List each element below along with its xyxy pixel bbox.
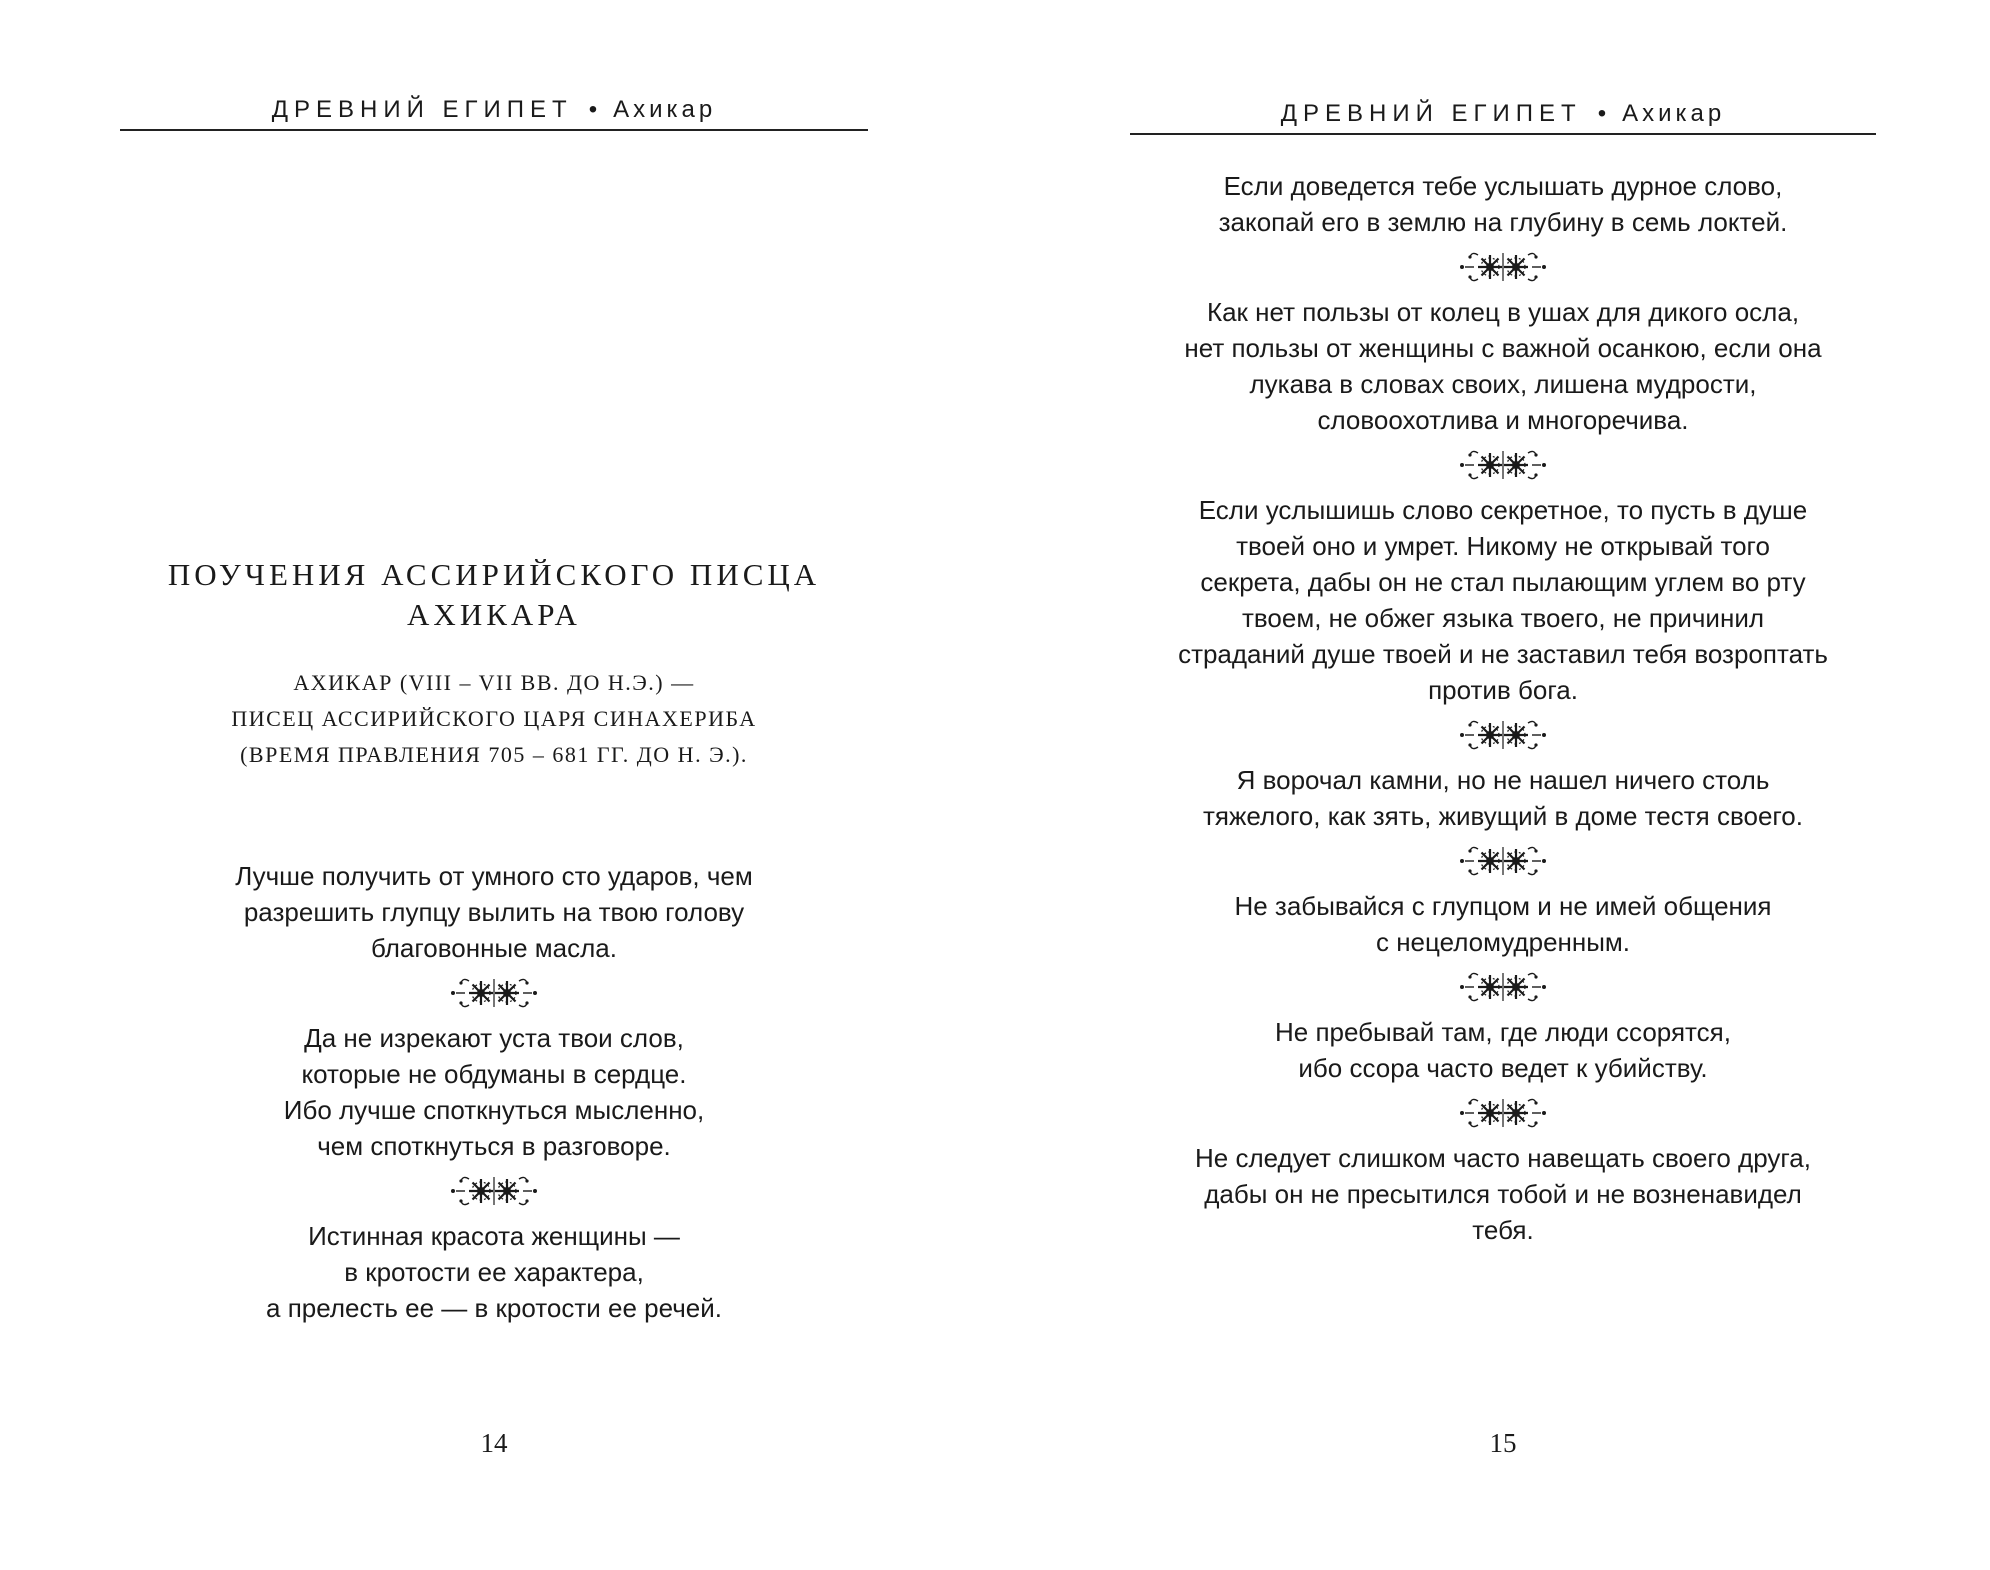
floral-fleuron-icon bbox=[1458, 1093, 1548, 1133]
saying bbox=[120, 858, 868, 966]
saying-line: словоохотлива и многоречива. bbox=[1317, 405, 1689, 435]
floral-fleuron-icon bbox=[1458, 841, 1548, 881]
chapter-title bbox=[120, 555, 868, 635]
ornament-divider bbox=[120, 966, 868, 1020]
floral-fleuron-icon bbox=[449, 973, 539, 1013]
saying-line: Истинная красота женщины — bbox=[308, 1221, 680, 1251]
saying-line: твоей оно и умрет. Никому не открывай того bbox=[1236, 531, 1770, 561]
running-head-section: Ахикар bbox=[1622, 100, 1726, 127]
page-number: 15 bbox=[1489, 1428, 1517, 1458]
saying-line: Если услышишь слово секретное, то пусть в душе bbox=[1198, 495, 1808, 525]
running-head bbox=[1130, 100, 1876, 130]
header-rule bbox=[1130, 133, 1876, 135]
right-page bbox=[1130, 0, 1876, 1570]
saying bbox=[120, 1218, 868, 1326]
epigraph-line: ПИСЕЦ АССИРИЙСКОГО ЦАРЯ СИНАХЕРИБА bbox=[231, 706, 757, 731]
saying-line: Не забывайся с глупцом и не имей общения bbox=[1234, 891, 1772, 921]
ornament-divider bbox=[1130, 1086, 1876, 1140]
saying-line: чем споткнуться в разговоре. bbox=[317, 1131, 671, 1161]
epigraph-line: (ВРЕМЯ ПРАВЛЕНИЯ 705 – 681 ГГ. ДО Н. Э.). bbox=[240, 742, 748, 767]
page-number: 14 bbox=[480, 1428, 508, 1458]
saying-line: лукава в словах своих, лишена мудрости, bbox=[1249, 369, 1757, 399]
saying-line: Лучше получить от умного сто ударов, чем bbox=[235, 861, 753, 891]
saying bbox=[1130, 1140, 1876, 1248]
saying-line: ибо ссора часто ведет к убийству. bbox=[1298, 1053, 1708, 1083]
saying bbox=[1130, 492, 1876, 708]
chapter-heading bbox=[120, 555, 868, 773]
saying-line: Я ворочал камни, но не нашел ничего столь bbox=[1236, 765, 1770, 795]
saying-line: Ибо лучше споткнуться мысленно, bbox=[283, 1095, 705, 1125]
epigraph bbox=[120, 665, 868, 773]
saying-line: твоем, не обжег языка твоего, не причинил bbox=[1241, 603, 1765, 633]
saying-line: Не следует слишком часто навещать своего друга, bbox=[1195, 1143, 1811, 1173]
running-head-section: Ахикар bbox=[613, 96, 717, 123]
saying-line: страданий душе твоей и не заставил тебя возроптать bbox=[1178, 639, 1828, 669]
running-head-separator: • bbox=[588, 96, 598, 123]
saying bbox=[1130, 888, 1876, 960]
saying bbox=[1130, 168, 1876, 240]
saying-line: нет пользы от женщины с важной осанкою, если она bbox=[1184, 333, 1822, 363]
saying-line: дабы он не пресытился тобой и не возненавидел bbox=[1204, 1179, 1802, 1209]
saying-line: Да не изрекают уста твои слов, bbox=[304, 1023, 684, 1053]
floral-fleuron-icon bbox=[1458, 445, 1548, 485]
ornament-divider bbox=[1130, 960, 1876, 1014]
floral-fleuron-icon bbox=[1458, 967, 1548, 1007]
running-head-book: ДРЕВНИЙ ЕГИПЕТ bbox=[271, 96, 573, 123]
left-page bbox=[120, 0, 868, 1570]
saying-line: а прелесть ее — в кротости ее речей. bbox=[266, 1293, 722, 1323]
ornament-divider bbox=[120, 1164, 868, 1218]
epigraph-line: АХИКАР (VIII – VII ВВ. ДО Н.Э.) — bbox=[293, 670, 695, 695]
saying-line: закопай его в землю на глубину в семь локтей. bbox=[1218, 207, 1788, 237]
ornament-divider bbox=[1130, 438, 1876, 492]
header-rule bbox=[120, 129, 868, 131]
saying-line: тяжелого, как зять, живущий в доме тестя своего. bbox=[1203, 801, 1803, 831]
saying-line: Если доведется тебе услышать дурное слово, bbox=[1223, 171, 1783, 201]
running-head-book: ДРЕВНИЙ ЕГИПЕТ bbox=[1280, 100, 1582, 127]
saying-line: тебя. bbox=[1472, 1215, 1534, 1245]
saying bbox=[1130, 1014, 1876, 1086]
chapter-title-line: АХИКАРА bbox=[407, 597, 581, 632]
saying bbox=[1130, 294, 1876, 438]
saying-line: против бога. bbox=[1428, 675, 1578, 705]
saying-line: секрета, дабы он не стал пылающим углем во рту bbox=[1200, 567, 1806, 597]
floral-fleuron-icon bbox=[449, 1171, 539, 1211]
ornament-divider bbox=[1130, 708, 1876, 762]
sayings-list bbox=[120, 858, 868, 1326]
saying bbox=[1130, 762, 1876, 834]
saying-line: Как нет пользы от колец в ушах для дикого осла, bbox=[1206, 297, 1800, 327]
saying-line: которые не обдуманы в сердце. bbox=[301, 1059, 687, 1089]
floral-fleuron-icon bbox=[1458, 715, 1548, 755]
running-head bbox=[120, 96, 868, 126]
sayings-list bbox=[1130, 168, 1876, 1248]
saying-line: Не пребывай там, где люди ссорятся, bbox=[1275, 1017, 1731, 1047]
running-head-separator: • bbox=[1597, 100, 1607, 127]
saying-line: разрешить глупцу вылить на твою голову bbox=[243, 897, 745, 927]
floral-fleuron-icon bbox=[1458, 247, 1548, 287]
saying-line: с нецеломудренным. bbox=[1375, 927, 1631, 957]
saying-line: в кротости ее характера, bbox=[344, 1257, 644, 1287]
ornament-divider bbox=[1130, 240, 1876, 294]
chapter-title-line: ПОУЧЕНИЯ АССИРИЙСКОГО ПИСЦА bbox=[167, 557, 821, 592]
ornament-divider bbox=[1130, 834, 1876, 888]
saying bbox=[120, 1020, 868, 1164]
saying-line: благовонные масла. bbox=[371, 933, 617, 963]
